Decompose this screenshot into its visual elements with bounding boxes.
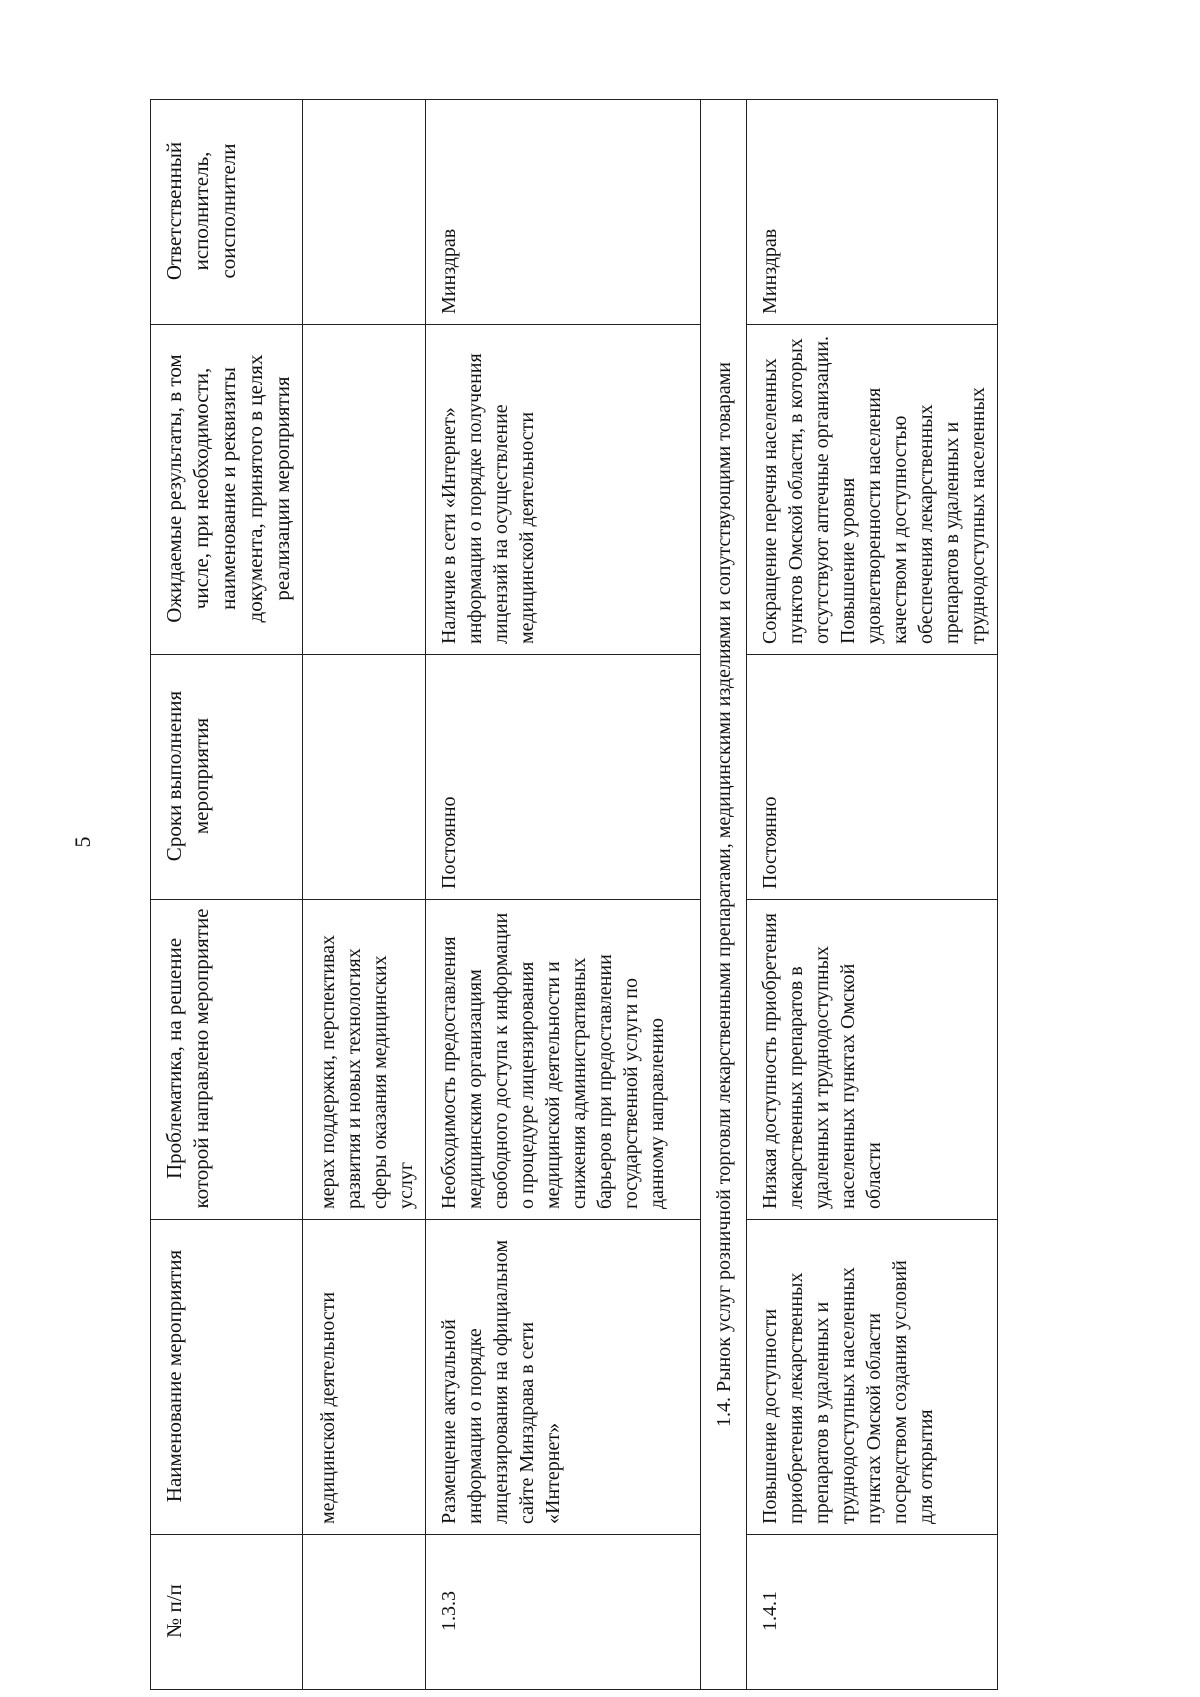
cell-deadline [303, 655, 426, 900]
cell-results [303, 325, 426, 655]
cell-deadline: Постоянно [747, 655, 998, 900]
section-title: 1.4. Рынок услуг розничной торговли лекарственными препаратами, медицинскими изделиями и сопутствующими товарами [701, 100, 747, 1690]
cell-num [303, 1535, 426, 1690]
header-deadline: Сроки выполнения мероприятия [151, 655, 303, 900]
header-num: № п/п [151, 1535, 303, 1690]
table-row-1-3-3 [426, 100, 701, 1690]
section-row-1-4 [701, 100, 747, 1690]
cell-name: медицинской деятельности [303, 1220, 426, 1535]
cell-results: Наличие в сети «Интернет» информации о порядке получения лицензий на осуществление медицинской деятельности [426, 325, 701, 655]
cell-executor: Минздрав [747, 100, 998, 325]
header-results: Ожидаемые результаты, в том числе, при необходимости, наименование и реквизиты документа, принятого в целях реализации мероприятия [151, 325, 303, 655]
cell-name: Размещение актуальной информации о порядке лицензирования на официальном сайте Минздрава в сети «Интернет» [426, 1220, 701, 1535]
cell-name: Повышение доступности приобретения лекарственных препаратов в удаленных и труднодоступных населенных пунктах Омской области посредством создания условий для открытия [747, 1220, 998, 1535]
header-problem: Проблематика, на решение которой направлено мероприятие [151, 900, 303, 1220]
cell-problem: Низкая доступность приобретения лекарственных препаратов в удаленных и труднодоступных населенных пунктах Омской области [747, 900, 998, 1220]
page-number: 5 [70, 836, 95, 848]
table-row-continuation [303, 100, 426, 1690]
header-name: Наименование мероприятия [151, 1220, 303, 1535]
cell-num: 1.4.1 [747, 1535, 998, 1690]
table-row-1-4-1 [747, 100, 998, 1690]
cell-results: Сокращение перечня населенных пунктов Омской области, в которых отсутствуют аптечные организации. Повышение уровня удовлетворенности населения качеством и доступностью обеспечения лекарственных препаратов в удаленных и труднодоступных населенных [747, 325, 998, 655]
cell-num: 1.3.3 [426, 1535, 701, 1690]
table-header-row [151, 100, 303, 1690]
cell-executor [303, 100, 426, 325]
measures-table [150, 99, 998, 1690]
cell-problem: мерах поддержки, перспективах развития и новых технологиях сферы оказания медицинских услуг [303, 900, 426, 1220]
cell-executor: Минздрав [426, 100, 701, 325]
cell-problem: Необходимость предоставления медицинским организациям свободного доступа к информации о процедуре лицензирования медицинской деятельности и снижения административных барьеров при предоставлении государственной услуги по данному направлению [426, 900, 701, 1220]
rotated-table-container [150, 100, 1082, 1690]
header-executor: Ответственный исполнитель, соисполнители [151, 100, 303, 325]
cell-deadline: Постоянно [426, 655, 701, 900]
